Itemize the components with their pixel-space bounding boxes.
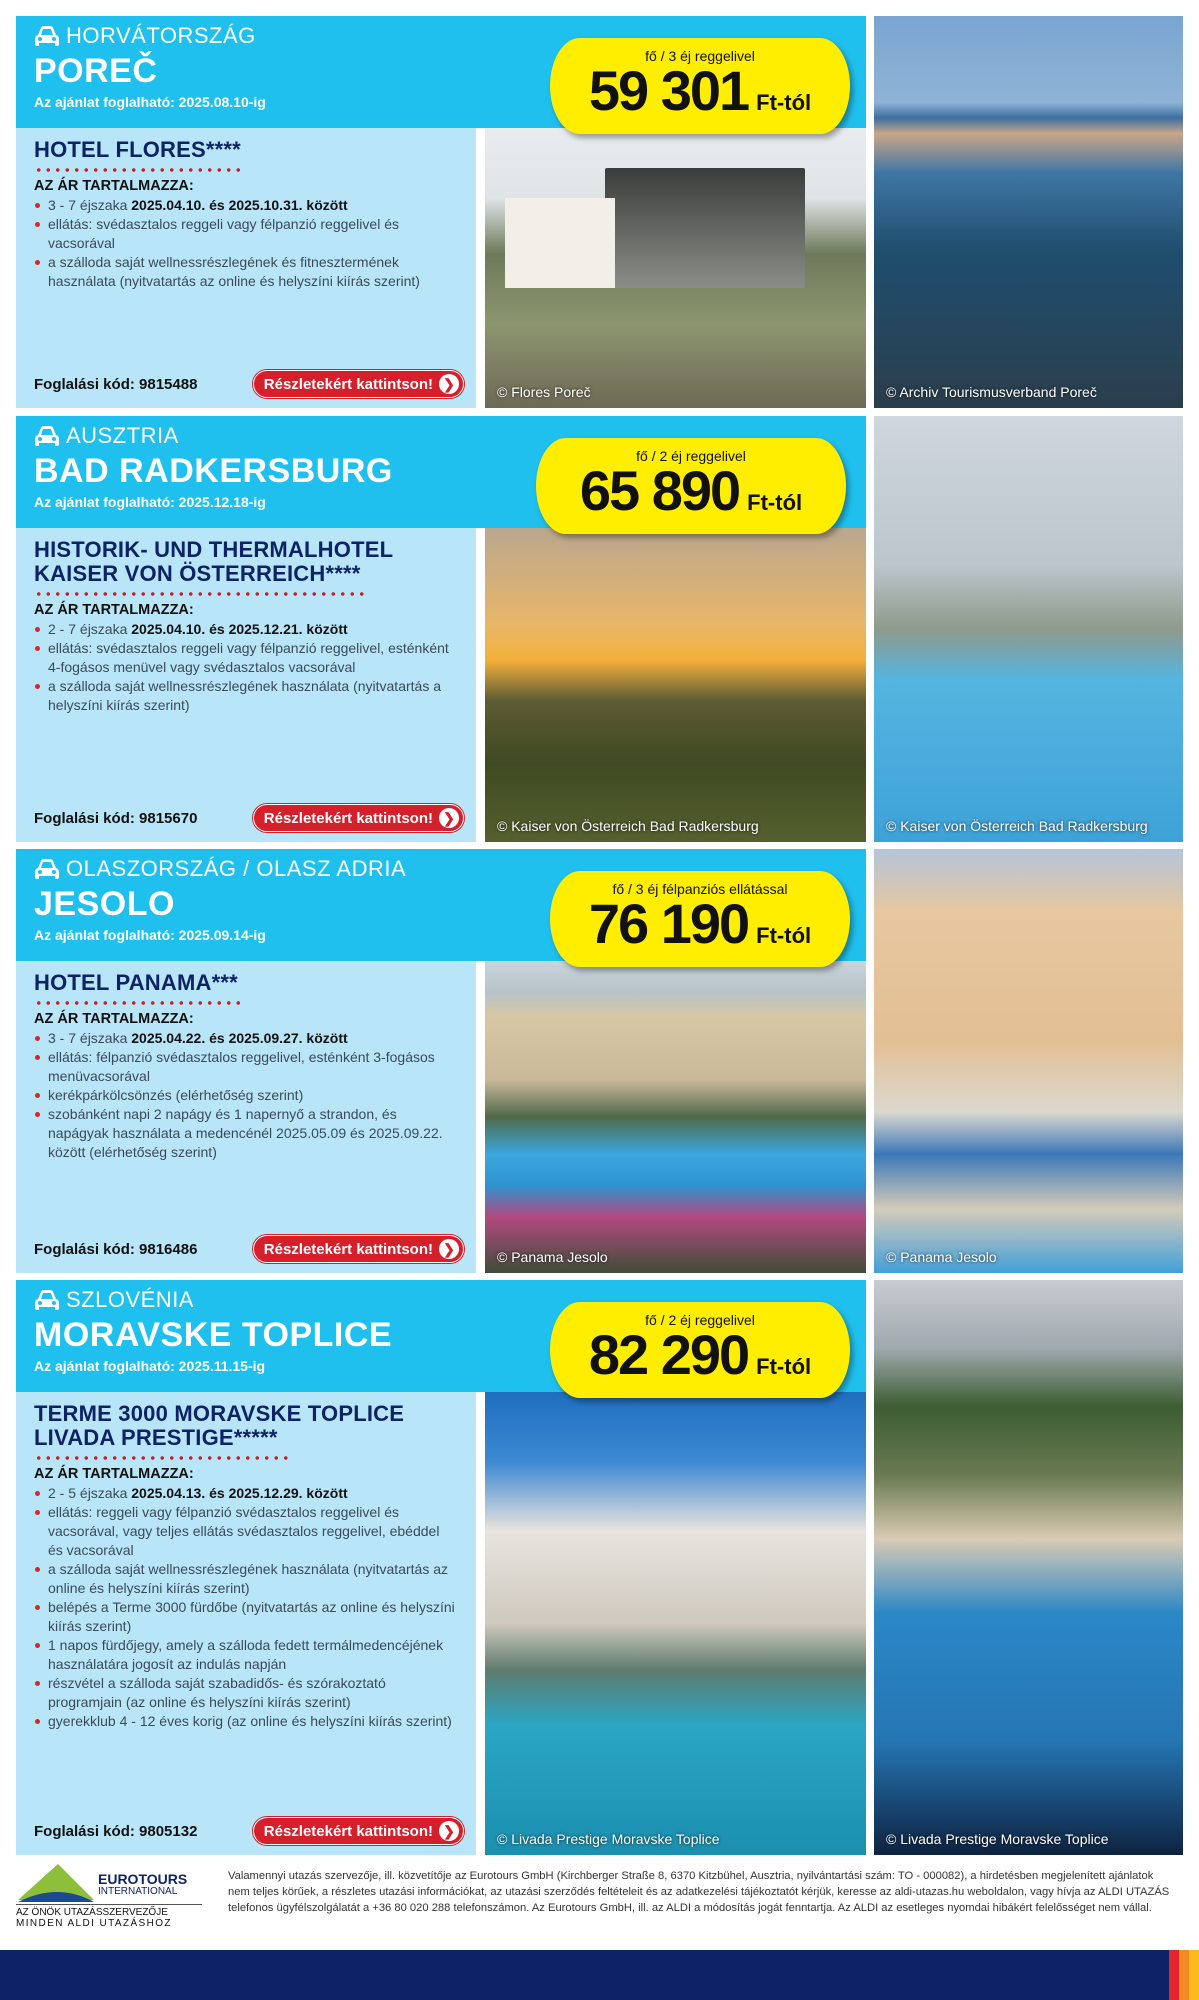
offer-card-jesolo: [16, 849, 1183, 1273]
list-item: szobánként napi 2 napágy és 1 napernyő a strandon, és napágyak használata a medencénél 2025.05.09 és 2025.09.22. között (elérhetőség szerint): [34, 1105, 458, 1162]
city-title: MORAVSKE TOPLICE: [34, 1316, 393, 1354]
list-item: a szálloda saját wellnessrészlegének és fitnesztermének használata (nyitvatartás az online és helyszíni kiírás szerint): [34, 253, 458, 291]
chevron-right-icon: ❯: [439, 1239, 459, 1259]
details-button[interactable]: Részletekért kattintson! ❯: [253, 1817, 464, 1845]
price-note: fő / 2 éj reggelivel: [645, 1312, 755, 1328]
includes-title: AZ ÁR TARTALMAZZA:: [34, 1011, 194, 1027]
hotel-name: HISTORIK- UND THERMALHOTEL KAISER VON ÖSTERREICH****: [34, 537, 393, 586]
country-name: AUSZTRIA: [66, 423, 179, 448]
logo-tagline-1: AZ ÖNÖK UTAZÁSSZERVEZŐJE: [16, 1904, 202, 1918]
price-value: 76 190: [588, 892, 749, 955]
valid-until: Az ajánlat foglalható: 2025.08.10-ig: [34, 94, 266, 110]
list-item: belépés a Terme 3000 fürdőbe (nyitvatartás az online és helyszíni kiírás szerint): [34, 1598, 458, 1636]
dotted-divider: [34, 999, 246, 1007]
car-icon: [34, 858, 60, 880]
chevron-right-icon: ❯: [439, 808, 459, 828]
photo-credit: © Livada Prestige Moravske Toplice: [886, 1831, 1109, 1847]
list-item: a szálloda saját wellnessrészlegének használata (nyitvatartás a helyszíni kiírás szerint): [34, 677, 458, 715]
offer-details: [16, 1392, 476, 1855]
hotel-photo: [485, 961, 866, 1273]
hotel-photo: [485, 528, 866, 842]
list-item: gyerekklub 4 - 12 éves korig (az online és helyszíni kiírás szerint): [34, 1712, 458, 1731]
hotel-name: HOTEL FLORES****: [34, 137, 241, 162]
hotel-name: TERME 3000 MORAVSKE TOPLICE LIVADA PRESTIGE*****: [34, 1401, 405, 1450]
list-item: 2 - 5 éjszaka 2025.04.13. és 2025.12.29. között: [34, 1484, 458, 1503]
country-name: HORVÁTORSZÁG: [66, 23, 256, 48]
hotel-name: HOTEL PANAMA***: [34, 970, 238, 995]
price-tag: [550, 1302, 850, 1398]
list-item: ellátás: svédasztalos reggeli vagy félpanzió reggelivel és vacsorával: [34, 215, 458, 253]
car-icon: [34, 25, 60, 47]
list-item: 3 - 7 éjszaka 2025.04.22. és 2025.09.27. között: [34, 1029, 458, 1048]
offer-details: [16, 128, 476, 408]
hotel-photo: [485, 1392, 866, 1855]
photo-credit: © Archiv Tourismusverband Poreč: [886, 384, 1097, 400]
includes-title: AZ ÁR TARTALMAZZA:: [34, 602, 194, 618]
offer-card-moravske-toplice: [16, 1280, 1183, 1855]
dotted-divider: [34, 166, 242, 174]
list-item: ellátás: svédasztalos reggeli vagy félpanzió reggelivel, esténként 4-fogásos menüvel vagy svédasztalos vacsorával: [34, 639, 458, 677]
photo-credit: © Panama Jesolo: [497, 1249, 608, 1265]
chevron-right-icon: ❯: [439, 374, 459, 394]
photo-credit: © Livada Prestige Moravske Toplice: [497, 1831, 720, 1847]
photo-credit: © Panama Jesolo: [886, 1249, 997, 1265]
country-name: OLASZORSZÁG / OLASZ ADRIA: [66, 856, 407, 881]
country-name: SZLOVÉNIA: [66, 1287, 194, 1312]
city-title: BAD RADKERSBURG: [34, 452, 393, 490]
list-item: 2 - 7 éjszaka 2025.04.10. és 2025.12.21. között: [34, 620, 458, 639]
booking-code: Foglalási kód: 9805132: [34, 1822, 198, 1840]
offer-details: [16, 528, 476, 842]
photo-credit: © Flores Poreč: [497, 384, 591, 400]
booking-code: Foglalási kód: 9815670: [34, 809, 198, 827]
includes-list: [34, 1029, 458, 1162]
hotel-photo: [485, 128, 866, 408]
booking-row: [34, 804, 464, 832]
chevron-right-icon: ❯: [439, 1821, 459, 1841]
destination-photo: [866, 416, 1183, 842]
offer-details: [16, 961, 476, 1273]
logo-sub: INTERNATIONAL: [98, 1886, 178, 1897]
booking-row: [34, 1235, 464, 1263]
price-tag: [550, 38, 850, 134]
logo-brand: EUROTOURS: [98, 1871, 188, 1887]
photo-credit: © Kaiser von Österreich Bad Radkersburg: [886, 818, 1148, 834]
valid-until: Az ajánlat foglalható: 2025.09.14-ig: [34, 927, 266, 943]
list-item: részvétel a szálloda saját szabadidős- és szórakoztató programjain (az online és helyszíni kiírás szerint): [34, 1674, 458, 1712]
list-item: 3 - 7 éjszaka 2025.04.10. és 2025.10.31. között: [34, 196, 458, 215]
includes-title: AZ ÁR TARTALMAZZA:: [34, 1466, 194, 1482]
price-tag: [536, 438, 846, 534]
valid-until: Az ajánlat foglalható: 2025.11.15-ig: [34, 1358, 266, 1374]
dotted-divider: [34, 590, 364, 598]
dotted-divider: [34, 1454, 290, 1462]
offer-card-porec: [16, 16, 1183, 408]
logo-tagline-2: MINDEN ALDI UTAZÁSHOZ: [16, 1918, 172, 1929]
brand-stripes: [1169, 1950, 1199, 2000]
footer: [16, 1864, 1183, 1944]
disclaimer-text: Valamennyi utazás szervezője, ill. közvetítője az Eurotours GmbH (Kirchberger Straße 8, 6370 Kitzbühel, Ausztria, nyilvántartási szám: TO - 000082), a hirdetésben megjelenített ajánlatok nem teljes körűek, a részletes utazási információkat, az utazási szerződés feltételeit és az adatkezelési tájékoztatót kérjük, keresse az aldi-utazas.hu weboldalon, vagy hívja az ALDI UTAZÁS telefonos ügyfélszolgálatát a +36 80 020 288 telefonszámon. Az Eurotours GmbH, ill. az ALDI a módosítás jogát fenntartja. Az ALDI az esetleges nyomdai hibákért felelősséget nem vállal.: [228, 1870, 1170, 1914]
car-icon: [34, 425, 60, 447]
list-item: a szálloda saját wellnessrészlegének használata (nyitvatartás az online és helyszíni kiírás szerint): [34, 1560, 458, 1598]
bottom-brand-bar: [0, 1950, 1199, 2000]
booking-row: [34, 370, 464, 398]
price-value: 82 290: [588, 1323, 749, 1386]
eurotours-logo: [16, 1864, 216, 1944]
price-tag: [550, 871, 850, 967]
car-icon: [34, 1289, 60, 1311]
booking-row: [34, 1817, 464, 1845]
mountain-logo-icon: [18, 1864, 98, 1902]
price-note: fő / 3 éj félpanziós ellátással: [612, 881, 788, 897]
photo-credit: © Kaiser von Österreich Bad Radkersburg: [497, 818, 759, 834]
price-note: fő / 2 éj reggelivel: [636, 448, 746, 464]
details-button[interactable]: Részletekért kattintson! ❯: [253, 370, 464, 398]
valid-until: Az ajánlat foglalható: 2025.12.18-ig: [34, 494, 266, 510]
includes-list: [34, 620, 458, 715]
city-title: POREČ: [34, 52, 158, 90]
details-button[interactable]: Részletekért kattintson! ❯: [253, 1235, 464, 1263]
destination-photo: [866, 849, 1183, 1273]
price-value: 65 890: [579, 459, 740, 522]
includes-list: [34, 1484, 458, 1731]
price-unit: Ft-tól: [756, 923, 812, 948]
details-button[interactable]: Részletekért kattintson! ❯: [253, 804, 464, 832]
includes-list: [34, 196, 458, 291]
price-unit: Ft-tól: [756, 90, 812, 115]
city-title: JESOLO: [34, 885, 175, 923]
list-item: ellátás: reggeli vagy félpanzió svédasztalos reggelivel és vacsorával, vagy teljes ellátás svédasztalos reggelivel, ebéddel és vacsorával: [34, 1503, 458, 1560]
price-unit: Ft-tól: [756, 1354, 812, 1379]
list-item: kerékpárkölcsönzés (elérhetőség szerint): [34, 1086, 458, 1105]
includes-title: AZ ÁR TARTALMAZZA:: [34, 178, 194, 194]
destination-photo: [866, 1280, 1183, 1855]
list-item: ellátás: félpanzió svédasztalos reggelivel, esténként 3-fogásos menüvacsorával: [34, 1048, 458, 1086]
booking-code: Foglalási kód: 9815488: [34, 375, 198, 393]
destination-photo: [866, 16, 1183, 408]
price-note: fő / 3 éj reggelivel: [645, 48, 755, 64]
price-unit: Ft-tól: [747, 490, 803, 515]
price-value: 59 301: [588, 59, 749, 122]
booking-code: Foglalási kód: 9816486: [34, 1240, 198, 1258]
offer-card-bad-radkersburg: [16, 416, 1183, 842]
list-item: 1 napos fürdőjegy, amely a szálloda fedett termálmedencéjének használatára jogosít az indulás napján: [34, 1636, 458, 1674]
